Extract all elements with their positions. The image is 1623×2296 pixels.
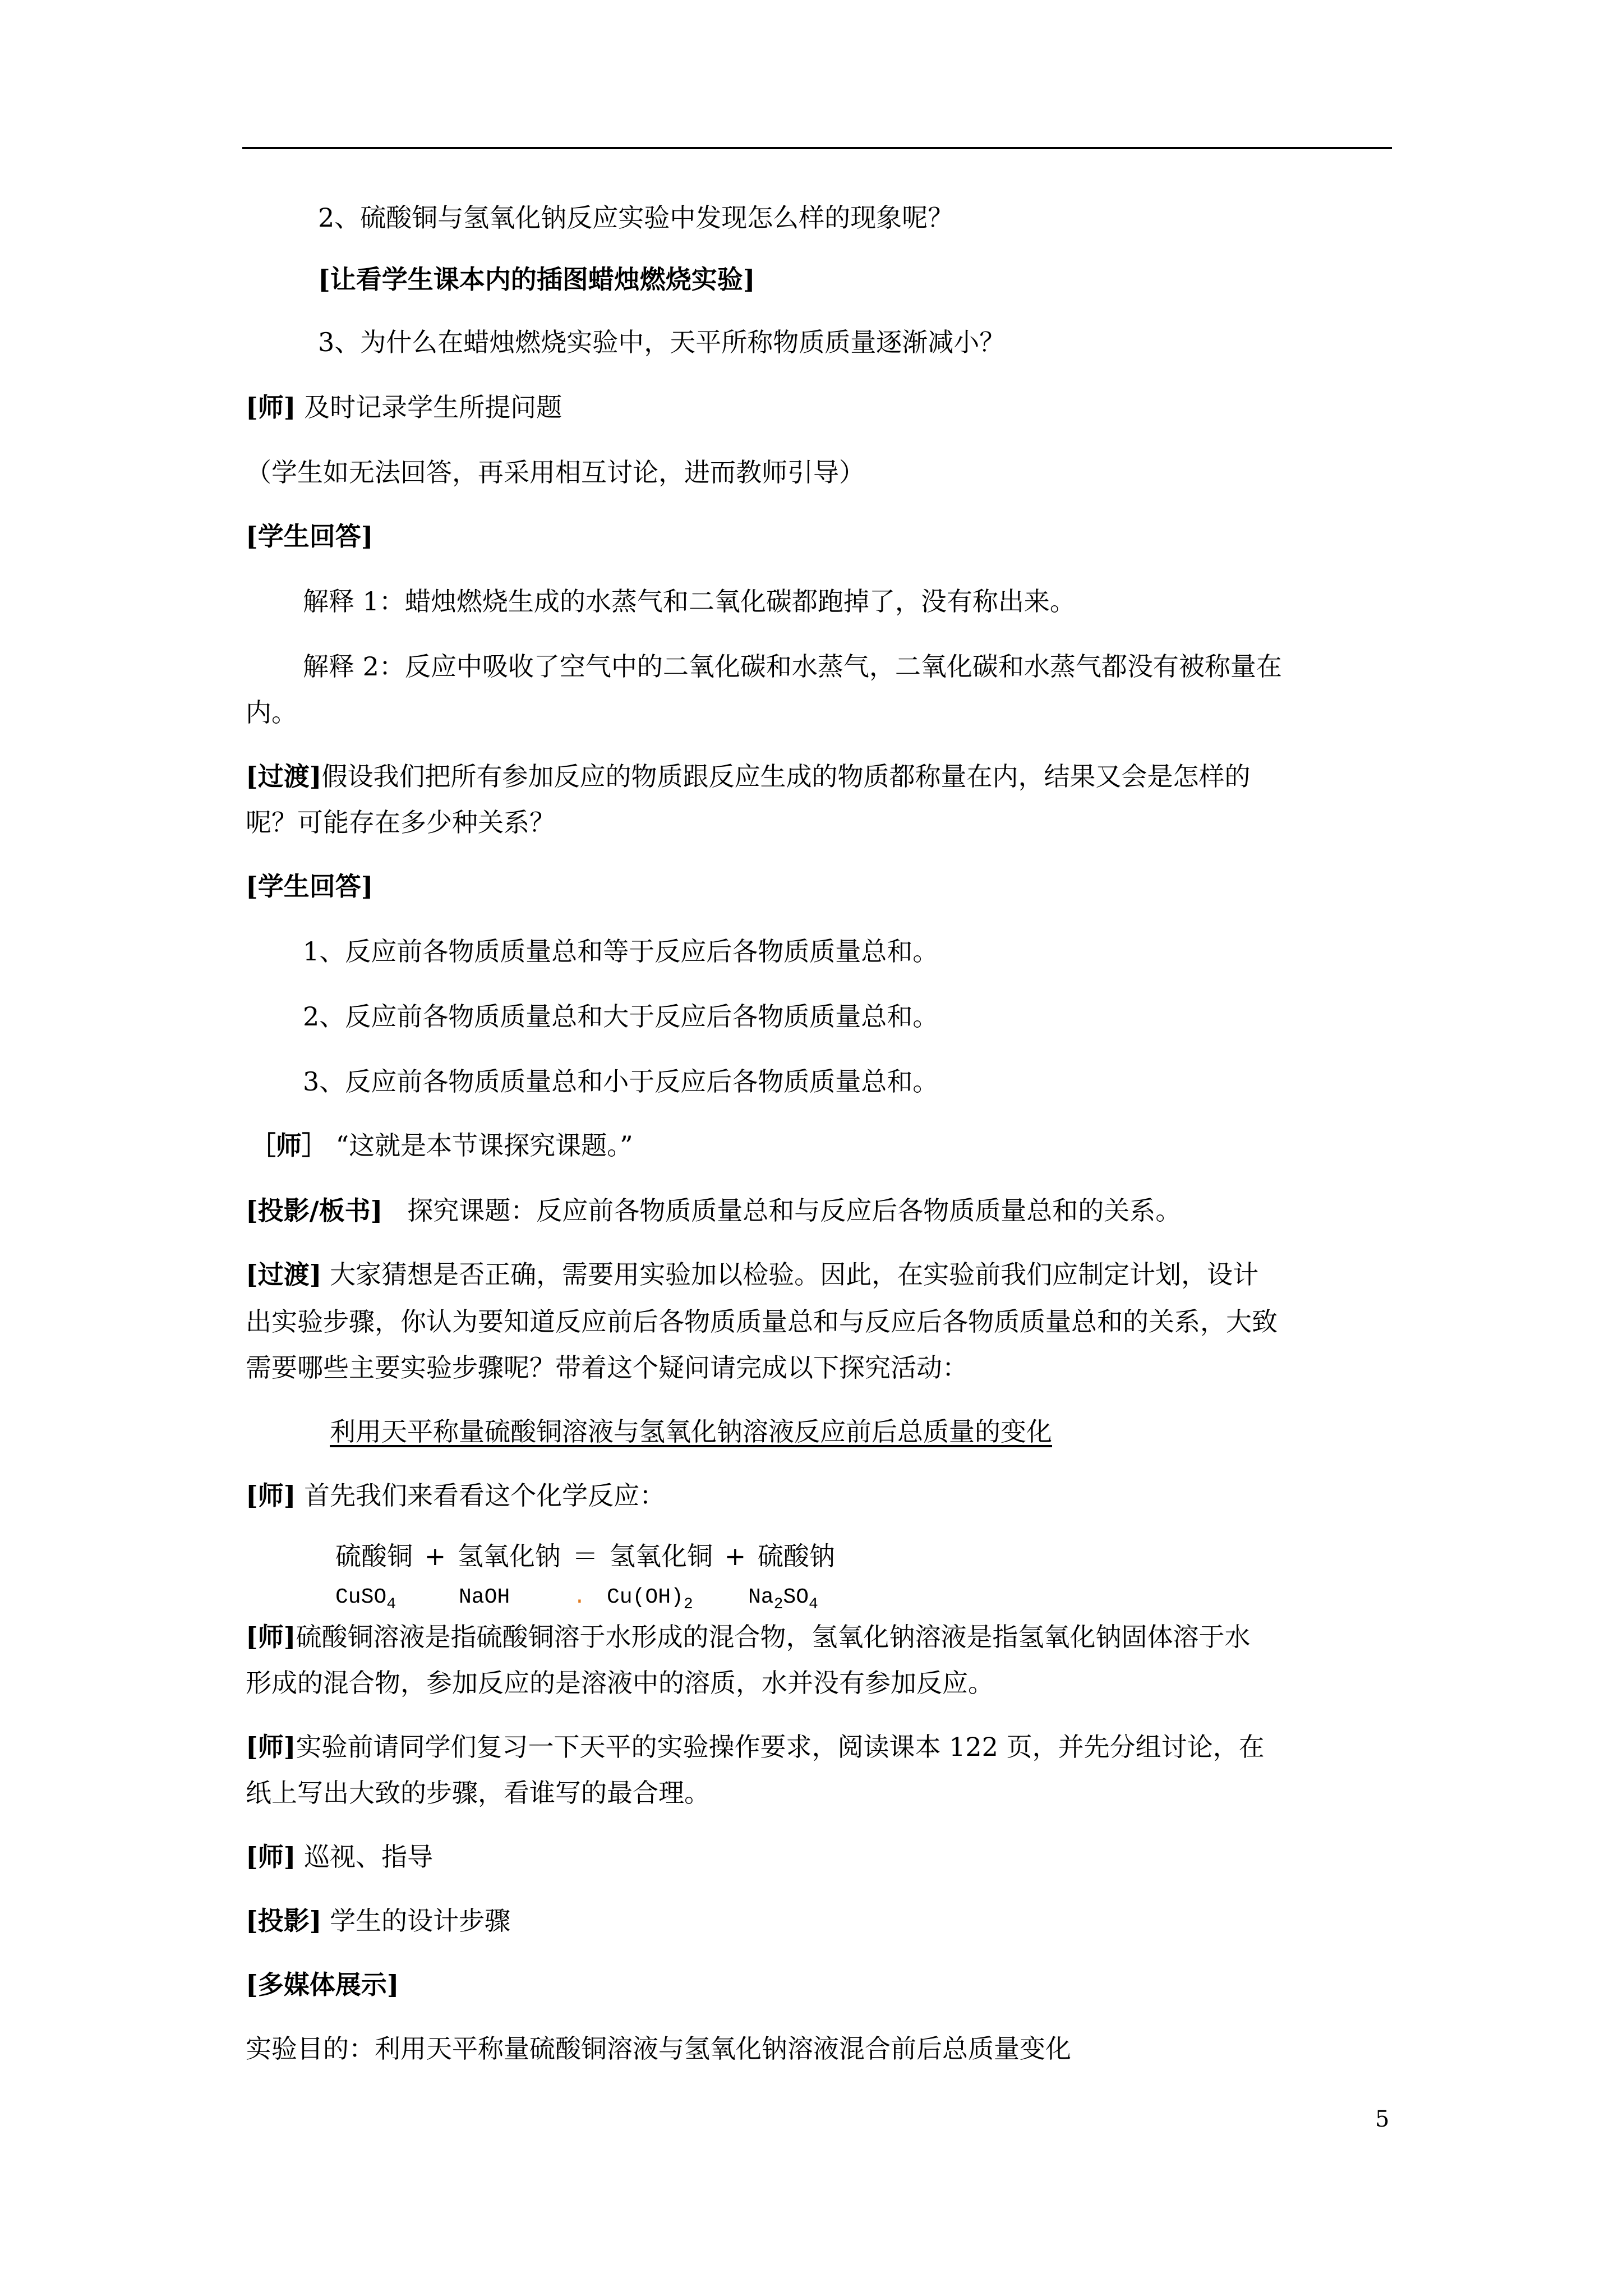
transition-1-text: 假设我们把所有参加反应的物质跟反应生成的物质都称量在内，结果又会是怎样的 <box>321 761 1251 792</box>
transition-1-line1 <box>246 760 1251 793</box>
prelab-line2: 纸上写出大致的步骤，看谁写的最合理。 <box>246 1778 710 1808</box>
explanation-2-line1: 解释 2：反应中吸收了空气中的二氧化碳和水蒸气，二氧化碳和水蒸气都没有被称量在 <box>303 651 1282 682</box>
parenthetical-note: （学生如无法回答，再采用相互讨论，进而教师引导） <box>246 457 865 487</box>
teacher-quote-text: “这就是本节课探究课题。” <box>335 1130 633 1161</box>
teacher-quote-line <box>250 1129 633 1162</box>
header-rule <box>242 147 1392 149</box>
explanation-2-line2: 内。 <box>246 697 297 728</box>
projection-text: 探究课题：反应前各物质质量总和与反应后各物质质量总和的关系。 <box>407 1195 1182 1226</box>
formula-na2so4 <box>748 1581 818 1622</box>
transition-tag-2: [过渡] <box>246 1259 322 1290</box>
solution-text: 硫酸铜溶液是指硫酸铜溶于水形成的混合物，氢氧化钠溶液是指氢氧化钠固体溶于水 <box>296 1622 1251 1652</box>
formula-cuoh2-main: Cu(OH) <box>607 1585 684 1609</box>
formula-na2so4-c: SO <box>783 1585 809 1609</box>
design-steps-text: 学生的设计步骤 <box>330 1906 511 1936</box>
teacher-tag-4: [师] <box>246 1622 296 1652</box>
image-reference-note: [让看学生课本内的插图蜡烛燃烧实验] <box>318 264 755 295</box>
formula-cuso4 <box>335 1581 396 1622</box>
transition-2-line3: 需要哪些主要实验步骤呢？带着这个疑问请完成以下探究活动： <box>246 1352 968 1383</box>
relation-2: 2、反应前各物质质量总和大于反应后各物质质量总和。 <box>303 1001 939 1032</box>
formula-cuso4-sub: 4 <box>386 1596 396 1613</box>
teacher-first-text: 首先我们来看看这个化学反应： <box>304 1480 666 1511</box>
transition-tag: [过渡] <box>246 761 322 792</box>
prelab-line1 <box>246 1730 1265 1764</box>
decorative-dot: . <box>573 1585 586 1609</box>
patrol-line <box>246 1840 433 1874</box>
question-2: 2、硫酸铜与氢氧化钠反应实验中发现怎么样的现象呢？ <box>318 203 954 233</box>
projection-short-tag: [投影] <box>246 1906 322 1936</box>
solution-line2: 形成的混合物，参加反应的是溶液中的溶质，水并没有参加反应。 <box>246 1668 994 1698</box>
teacher-tag-spaced: ［师］ <box>250 1130 328 1161</box>
projection-tag: [投影/板书] <box>246 1195 383 1226</box>
patrol-text: 巡视、指导 <box>304 1842 434 1872</box>
teacher-first-line <box>246 1479 665 1512</box>
formula-cuoh2 <box>607 1581 693 1622</box>
projection-line <box>246 1194 1181 1227</box>
reaction-equation-words: 硫酸铜 + 氢氧化钠 ＝ 氢氧化铜 + 硫酸钠 <box>335 1541 835 1571</box>
design-steps-line <box>246 1904 510 1938</box>
page-number: 5 <box>1375 2106 1390 2132</box>
prelab-text: 实验前请同学们复习一下天平的实验操作要求，阅读课本 122 页，并先分组讨论，在 <box>296 1732 1265 1762</box>
teacher-tag-5: [师] <box>246 1732 296 1762</box>
question-3: 3、为什么在蜡烛燃烧实验中，天平所称物质质量逐渐减小？ <box>318 327 1006 357</box>
formula-na2so4-d: 4 <box>809 1596 818 1613</box>
formula-na2so4-a: Na <box>748 1585 774 1609</box>
activity-title: 利用天平称量硫酸铜溶液与氢氧化钠溶液反应前后总质量的变化 <box>330 1416 1052 1447</box>
formula-naoh: NaOH <box>459 1585 510 1609</box>
student-answer-heading-2: [学生回答] <box>246 871 374 901</box>
formula-na2so4-b: 2 <box>773 1596 783 1613</box>
student-answer-heading: [学生回答] <box>246 521 374 551</box>
solution-line1 <box>246 1620 1251 1654</box>
relation-1: 1、反应前各物质质量总和等于反应后各物质质量总和。 <box>303 936 939 967</box>
teacher-tag-3: [师] <box>246 1480 296 1511</box>
relation-3: 3、反应前各物质质量总和小于反应后各物质质量总和。 <box>303 1066 939 1097</box>
transition-2-line1 <box>246 1258 1258 1291</box>
transition-2-line2: 出实验步骤，你认为要知道反应前后各物质质量总和与反应后各物质质量总和的关系，大致 <box>246 1306 1278 1337</box>
formula-cuoh2-sub: 2 <box>683 1596 693 1613</box>
teacher-record-text: 及时记录学生所提问题 <box>304 392 562 422</box>
explanation-1: 解释 1：蜡烛燃烧生成的水蒸气和二氧化碳都跑掉了，没有称出来。 <box>303 586 1076 616</box>
multimedia-heading: [多媒体展示] <box>246 1970 399 2000</box>
transition-2-text: 大家猜想是否正确，需要用实验加以检验。因此，在实验前我们应制定计划，设计 <box>330 1259 1259 1290</box>
teacher-record-line <box>246 390 562 424</box>
experiment-purpose: 实验目的：利用天平称量硫酸铜溶液与氢氧化钠溶液混合前后总质量变化 <box>246 2033 1071 2064</box>
teacher-tag-6: [师] <box>246 1842 296 1872</box>
transition-1-line2: 呢？可能存在多少种关系？ <box>246 807 555 838</box>
formula-cuso4-main: CuSO <box>335 1585 387 1609</box>
teacher-tag: [师] <box>246 392 296 422</box>
